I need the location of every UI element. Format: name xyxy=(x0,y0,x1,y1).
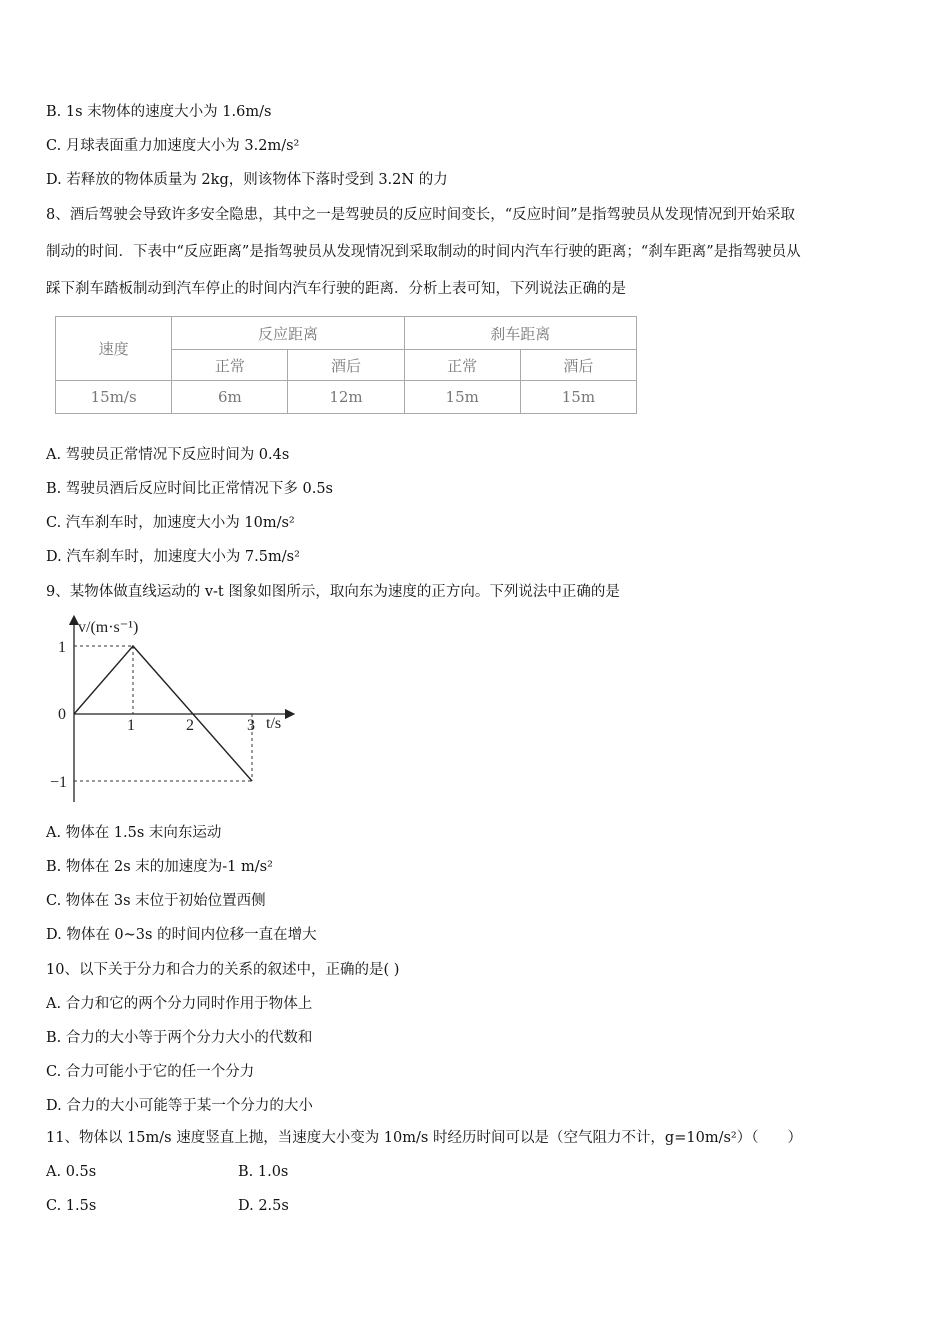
q8-option-d: D. 汽车刹车时，加速度大小为 7.5m/s² xyxy=(46,549,300,565)
q8-stem-line: 制动的时间．下表中“反应距离”是指驾驶员从发现情况到采取制动的时间内汽车行驶的距离；“刹车距离”是指驾驶员从 xyxy=(46,244,801,260)
vt-graph xyxy=(40,612,300,810)
cell-braking-normal: 15m xyxy=(404,381,520,414)
cell-reaction-drunk: 12m xyxy=(288,381,404,414)
y-tick-0: 0 xyxy=(58,706,66,723)
x-tick-1: 1 xyxy=(127,717,135,734)
header-drunk: 酒后 xyxy=(288,350,404,381)
cell-braking-drunk: 15m xyxy=(520,381,636,414)
header-normal: 正常 xyxy=(172,350,288,381)
q9-option-d: D. 物体在 0~3s 的时间内位移一直在增大 xyxy=(46,927,317,943)
q9-option-a: A. 物体在 1.5s 末向东运动 xyxy=(46,825,222,841)
cell-speed: 15m/s xyxy=(56,381,172,414)
q9-stem: 9、某物体做直线运动的 v-t 图象如图所示，取向东为速度的正方向。下列说法中正确的是 xyxy=(46,584,620,600)
q8-option-c: C. 汽车刹车时，加速度大小为 10m/s² xyxy=(46,515,295,531)
q8-option-b: B. 驾驶员酒后反应时间比正常情况下多 0.5s xyxy=(46,481,333,497)
x-axis-label: t/s xyxy=(266,715,282,732)
q10-option-b: B. 合力的大小等于两个分力大小的代数和 xyxy=(46,1030,313,1046)
q11-stem: 11、物体以 15m/s 速度竖直上抛，当速度大小变为 10m/s 时经历时间可以是（空气阻力不计，g=10m/s²）（ ） xyxy=(46,1130,802,1146)
q10-option-d: D. 合力的大小可能等于某一个分力的大小 xyxy=(46,1098,313,1114)
header-drunk: 酒后 xyxy=(520,350,636,381)
q11-option-a: A. 0.5s xyxy=(46,1164,97,1180)
q7-option-b: B. 1s 末物体的速度大小为 1.6m/s xyxy=(46,104,272,120)
q10-option-c: C. 合力可能小于它的任一个分力 xyxy=(46,1064,255,1080)
q7-option-c: C. 月球表面重力加速度大小为 3.2m/s² xyxy=(46,138,300,154)
q8-option-a: A. 驾驶员正常情况下反应时间为 0.4s xyxy=(46,447,290,463)
q11-option-b: B. 1.0s xyxy=(238,1164,289,1180)
q10-option-a: A. 合力和它的两个分力同时作用于物体上 xyxy=(46,996,313,1012)
header-reaction-distance: 反应距离 xyxy=(172,317,404,350)
q9-option-c: C. 物体在 3s 末位于初始位置西侧 xyxy=(46,893,266,909)
header-speed: 速度 xyxy=(56,317,172,381)
q11-option-c: C. 1.5s xyxy=(46,1198,97,1214)
q8-stem xyxy=(46,205,908,316)
x-tick-2: 2 xyxy=(186,717,194,734)
header-braking-distance: 刹车距离 xyxy=(404,317,636,350)
q10-stem: 10、以下关于分力和合力的关系的叙述中，正确的是( ) xyxy=(46,962,400,978)
cell-reaction-normal: 6m xyxy=(172,381,288,414)
q9-option-b: B. 物体在 2s 末的加速度为-1 m/s² xyxy=(46,859,273,875)
header-normal: 正常 xyxy=(404,350,520,381)
distance-table xyxy=(55,316,637,414)
y-axis-label: v/(m·s⁻¹) xyxy=(78,619,139,636)
y-tick-1: 1 xyxy=(58,639,66,656)
q8-stem-line: 踩下刹车踏板制动到汽车停止的时间内汽车行驶的距离．分析上表可知，下列说法正确的是 xyxy=(46,281,626,297)
q8-stem-line: 8、酒后驾驶会导致许多安全隐患，其中之一是驾驶员的反应时间变长，“反应时间”是指驾驶员从发现情况到开始采取 xyxy=(46,207,796,223)
q11-option-d: D. 2.5s xyxy=(238,1198,289,1214)
q7-option-d: D. 若释放的物体质量为 2kg，则该物体下落时受到 3.2N 的力 xyxy=(46,172,448,188)
y-tick-neg1: −1 xyxy=(50,774,68,791)
x-tick-3: 3 xyxy=(247,717,255,734)
